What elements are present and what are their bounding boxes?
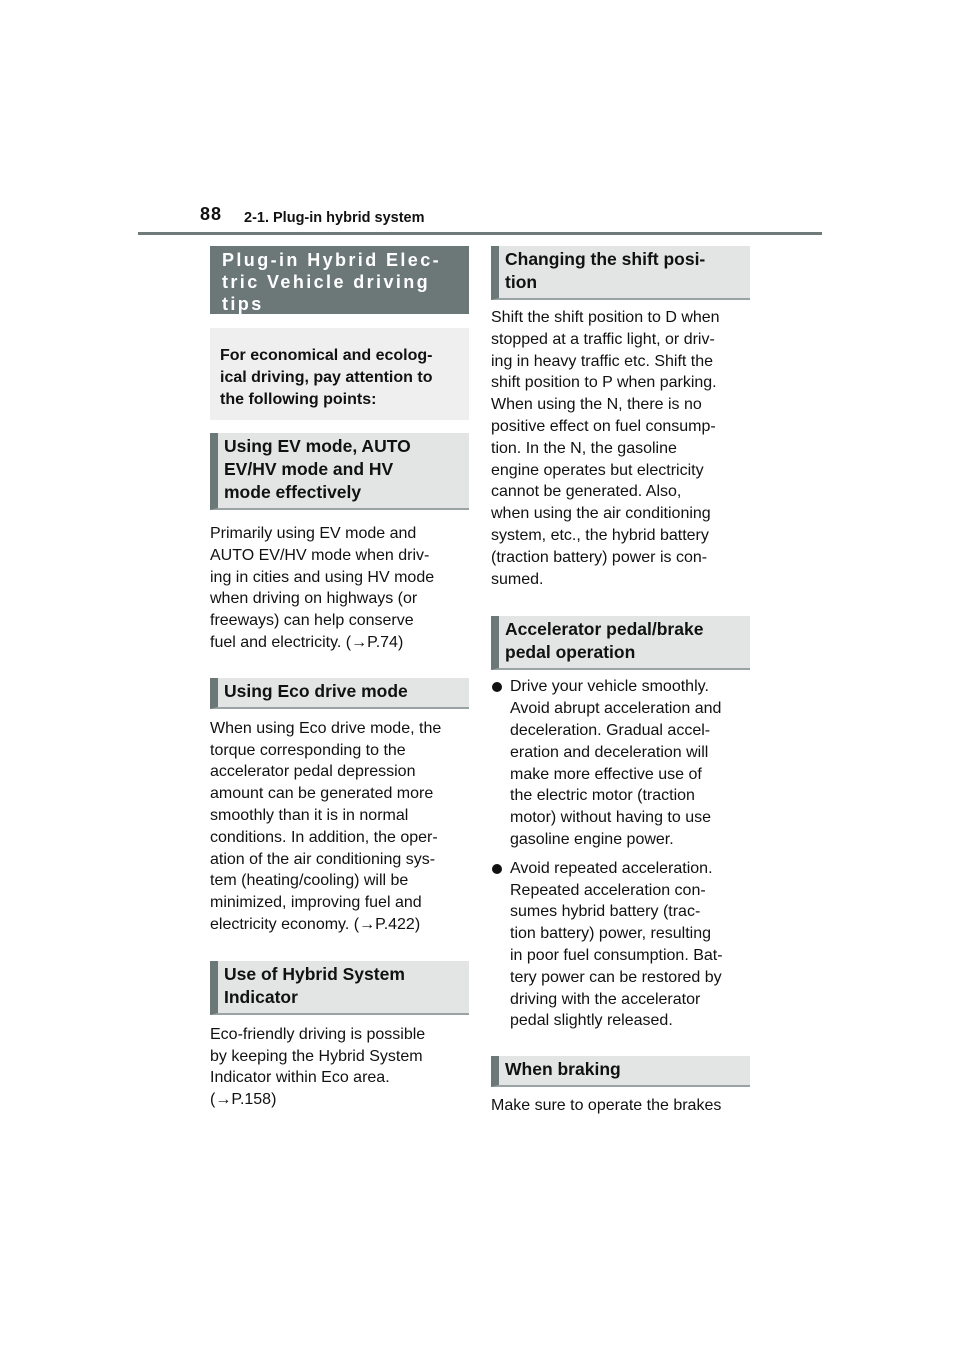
main-heading-text: Plug-in Hybrid Elec- tric Vehicle driving tips [222,250,442,314]
indicator-heading [210,961,469,1015]
indicator-text: Eco-friendly driving is possible by keeping the Hybrid System Indicator within Eco area. (→P.158) [210,1025,426,1109]
intro-box [210,328,469,420]
braking-text: Make sure to operate the brakes [491,1097,722,1115]
pedal-bullet-list [491,676,750,1032]
braking-heading-text: When braking [505,1059,621,1080]
page-number: 88 [200,204,223,224]
right-column [491,246,750,1117]
section-title: 2-1. Plug-in hybrid system [244,210,425,226]
bullet-icon [492,682,502,692]
indicator-heading-text: Use of Hybrid System Indicator [224,963,405,1007]
eco-mode-heading [210,678,469,709]
pedal-bullet-2-text: Avoid repeated acceleration. Repeated acceleration con- sumes hybrid battery (trac- tion battery) power, resulting in poor fuel consumption. Bat- tery power can be restored by driving with the accelerator pedal slightly released. [510,859,723,1030]
ev-mode-heading-text: Using EV mode, AUTO EV/HV mode and HV mode effectively [224,436,411,502]
eco-mode-text: When using Eco drive mode, the torque corresponding to the accelerator pedal depression amount can be generated more smoothly than it is in normal conditions. In addition, the oper- ation of the air conditioning sys- tem (heating/cooling) will be minimized, improving fuel and electricity economy. (→P.422) [210,719,442,933]
intro-text: For economical and ecolog- ical driving, pay attention to the following points: [220,347,433,408]
eco-mode-heading-text: Using Eco drive mode [224,680,408,701]
braking-heading [491,1056,750,1087]
ev-mode-text: Primarily using EV mode and AUTO EV/HV mode when driv- ing in cities and using HV mode when driving on highways (or freeways) can help conserve fuel and electricity. (→P.74) [210,525,435,651]
shift-heading [491,246,750,300]
shift-heading-text: Changing the shift posi- tion [505,249,706,292]
list-item [491,676,750,850]
main-heading [210,246,469,314]
header-divider [138,232,822,235]
left-column [210,246,469,1111]
pedal-heading [491,616,750,670]
ev-mode-heading [210,433,469,510]
pedal-bullet-1-text: Drive your vehicle smoothly. Avoid abrupt acceleration and deceleration. Gradual accel- eration and deceleration will make more effective use of the electric motor (traction motor) without having to use gasoline engine power. [510,678,722,848]
bullet-icon [492,864,502,874]
shift-text: Shift the shift position to D when stopped at a traffic light, or driv- ing in heavy traffic etc. Shift the shift position to P when parking. When using the N, there is no positive effect on fuel consump- tion. In the N, the gasoline engine operates but electricity cannot be generated. Also, when using the air conditioning system, etc., the hybrid battery (traction battery) power is con- sumed. [491,309,720,588]
pedal-heading-text: Accelerator pedal/brake pedal operation [505,619,704,663]
list-item [491,858,750,1032]
